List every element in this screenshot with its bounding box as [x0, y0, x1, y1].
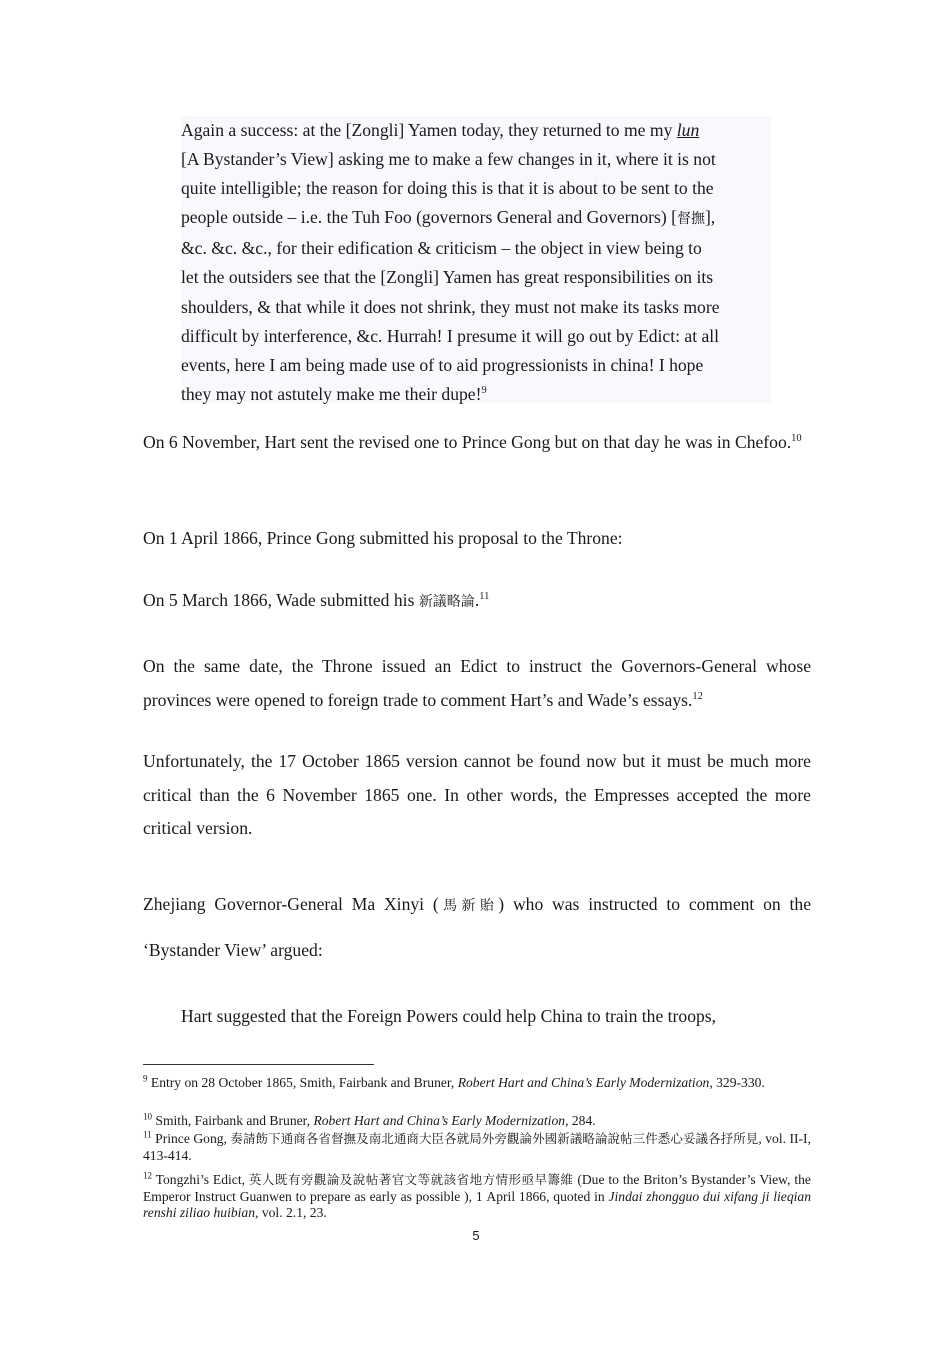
- page-number: 5: [472, 1228, 480, 1243]
- footnote-ref: 10: [791, 433, 802, 445]
- footnote-9: $^9$ Entry on 28 October 1865, Smith, Fairbank and Bruner, Robert Hart and China’s Early Modernization, 329-330.: [143, 1073, 765, 1090]
- quote-line: Again a success: at the [Zongli] Yamen today, they returned to me my lun: [181, 120, 700, 140]
- quote-line: events, here I am being made use of to aid progressionists in china! I hope: [181, 354, 704, 375]
- paragraph-4: On the same date, the Throne issued an Edict to instruct the Governors-General whose provinces were opened to foreign trade to comment Hart’s and Wade’s essays.$^{12}$: [143, 656, 811, 710]
- quote-line: they may not astutely make me their dupe!$^9$: [181, 383, 487, 404]
- paragraph-3: On 5 March 1866, Wade submitted his 新議略論.$^{11}$: [143, 590, 490, 610]
- footnote-ref: 12: [692, 690, 703, 702]
- paragraph-7: Hart suggested that the Foreign Powers could help China to train the troops,: [181, 1006, 717, 1026]
- footnote-divider: [143, 1064, 374, 1065]
- paragraph-2: On 1 April 1866, Prince Gong submitted his proposal to the Throne:: [143, 528, 623, 548]
- quote-line: let the outsiders see that the [Zongli] Yamen has great responsibilities on its: [181, 267, 714, 288]
- paragraph-1: On 6 November, Hart sent the revised one to Prince Gong but on that day he was in Chefoo.$^{10}$: [143, 432, 802, 452]
- quote-line: [A Bystander’s View] asking me to make a few changes in it, where it is not: [181, 149, 716, 170]
- footnote-ref: 9: [481, 384, 487, 396]
- footnote-11: $^{11}$ Prince Gong, 奏請飭下通商各省督撫及南北通商大臣各就局外旁觀論外國新議略論說帖三件悉心妥議各抒所見, vol. II-I, 413-414.: [143, 1129, 811, 1163]
- quote-line: &c. &c. &c., for their edification & criticism – the object in view being to: [181, 238, 702, 259]
- lun-term: lun: [676, 120, 700, 140]
- footnote-10: $^{10}$ Smith, Fairbank and Bruner, Robert Hart and China’s Early Modernization, 284.: [143, 1111, 596, 1128]
- quote-line: people outside – i.e. the Tuh Foo (governors General and Governors) [督撫],: [181, 207, 716, 228]
- paragraph-5: Unfortunately, the 17 October 1865 version cannot be found now but it must be much more critical than the 6 November 1865 one. In other words, the Empresses accepted the more critical version.: [143, 751, 811, 838]
- paragraph-6: Zhejiang Governor-General Ma Xinyi (馬新貽) who was instructed to comment on the ‘Bystander View’ argued:: [143, 894, 811, 960]
- footnote-ref: 11: [479, 591, 490, 603]
- quote-line: quite intelligible; the reason for doing this is that it is about to be sent to the: [181, 178, 714, 199]
- quote-line: shoulders, & that while it does not shrink, they must not make its tasks more: [181, 296, 720, 317]
- footnote-12: $^{12}$ Tongzhi’s Edict, 英人既有旁觀論及說帖著官文等就該省地方情形亟早籌維 (Due to the Briton’s Bystander’s View, the Emperor Instruct Guanwen to prepare as early as possible ), 1 April 1866, quoted in Jindai zhongguo dui xifang ji lieqian renshi ziliao huibian, vol. 2.1, 23.: [143, 1170, 811, 1221]
- quote-line: difficult by interference, &c. Hurrah! I presume it will go out by Edict: at all: [181, 325, 720, 346]
- block-quote: [181, 116, 771, 403]
